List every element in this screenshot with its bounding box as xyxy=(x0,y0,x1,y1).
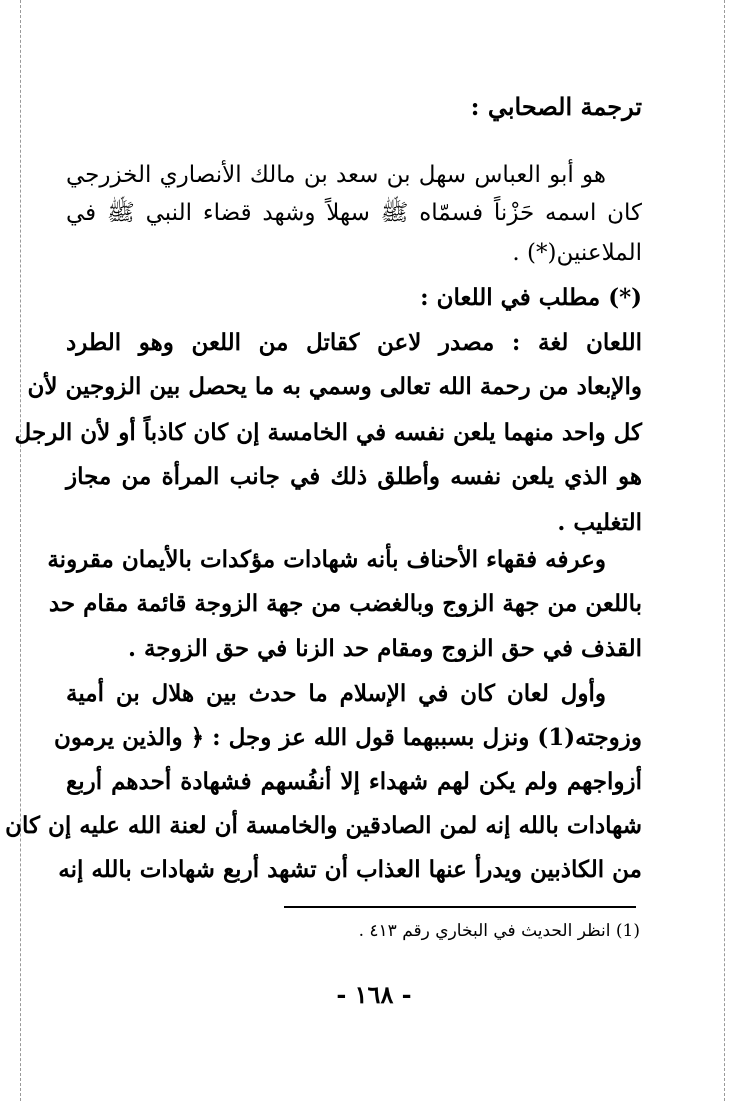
text-line: الملاعنين(*) . xyxy=(512,240,642,266)
text-line: باللعن من جهة الزوج وبالغضب من جهة الزوجة قائمة مقام حد xyxy=(48,590,642,617)
text-line: القذف في حق الزوج ومقام حد الزنا في حق الزوجة . xyxy=(127,635,642,662)
section-heading: ترجمة الصحابي : xyxy=(470,92,642,121)
footnote-divider xyxy=(284,906,636,908)
text-line: التغليب . xyxy=(557,509,642,536)
left-margin-guide xyxy=(20,0,21,1101)
text-line: كل واحد منهما يلعن نفسه في الخامسة إن كان كاذباً أو لأن الرجل xyxy=(14,419,642,446)
text-line: اللعان لغة : مصدر لاعن كقاتل من اللعن وهو الطرد xyxy=(66,329,642,356)
footnote: (1) انظر الحديث في البخاري رقم ٤١٣ . xyxy=(358,921,640,941)
right-margin-guide xyxy=(724,0,725,1101)
subsection-heading: (*) مطلب في اللعان : xyxy=(420,284,642,311)
text-line: من الكاذبين ويدرأ عنها العذاب أن تشهد أربع شهادات بالله إنه xyxy=(58,856,642,883)
text-line: هو الذي يلعن نفسه وأطلق ذلك في جانب المرأة من مجاز xyxy=(66,463,642,490)
text-line: هو أبو العباس سهل بن سعد بن مالك الأنصاري الخزرجي xyxy=(66,162,606,188)
text-line: كان اسمه حَزْناً فسمّاه ﷺ سهلاً وشهد قضاء النبي ﷺ في xyxy=(66,200,642,226)
text-line: وزوجته(1) ونزل بسببهما قول الله عز وجل : ﴿ والذين يرمون xyxy=(53,724,642,751)
page-number: - ١٦٨ - xyxy=(336,980,412,1009)
text-line: وعرفه فقهاء الأحناف بأنه شهادات مؤكدات بالأيمان مقرونة xyxy=(47,546,606,573)
text-line: شهادات بالله إنه لمن الصادقين والخامسة أن لعنة الله عليه إن كان xyxy=(5,812,642,839)
text-line: وأول لعان كان في الإسلام ما حدث بين هلال بن أمية xyxy=(66,680,606,707)
text-line: أزواجهم ولم يكن لهم شهداء إلا أنفُسهم فشهادة أحدهم أربع xyxy=(66,768,642,795)
text-line: والإبعاد من رحمة الله تعالى وسمي به ما يحصل بين الزوجين لأن xyxy=(27,373,642,400)
